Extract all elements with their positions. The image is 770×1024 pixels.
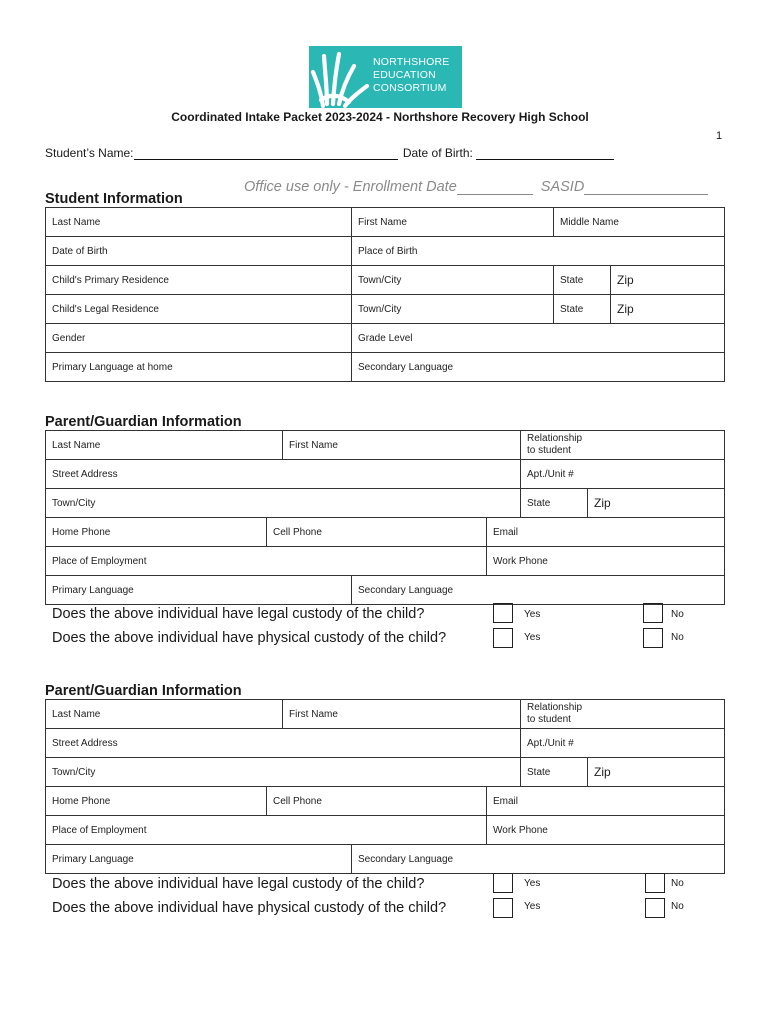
town-city-field[interactable]: Town/City (46, 758, 521, 786)
primary-language-field[interactable]: Primary Language (46, 576, 352, 604)
apt-unit-field[interactable]: Apt./Unit # (521, 460, 725, 488)
street-address-field[interactable]: Street Address (46, 460, 521, 488)
table-row (46, 489, 725, 518)
physical-custody-question: Does the above individual have physical custody of the child? (52, 630, 447, 646)
table-row (46, 208, 725, 237)
table-row (46, 353, 725, 382)
work-phone-field[interactable]: Work Phone (487, 816, 725, 844)
legal-custody-no-checkbox[interactable] (645, 873, 665, 893)
physical-custody-no-checkbox[interactable] (643, 628, 663, 648)
dob-label: Date of Birth (402, 146, 470, 160)
yes-label: Yes (524, 901, 541, 912)
apt-unit-field[interactable]: Apt./Unit # (521, 729, 725, 757)
zip-field[interactable] (611, 266, 725, 294)
town-city-field[interactable]: Town/City (46, 489, 521, 517)
physical-custody-question: Does the above individual have physical custody of the child? (52, 900, 447, 916)
student-name-line: Student’s Name: Date of Birth: (45, 146, 614, 160)
page-number: 1 (716, 130, 723, 142)
legal-residence-field[interactable]: Child's Legal Residence (46, 295, 352, 323)
employment-field[interactable]: Place of Employment (46, 816, 487, 844)
table-row (46, 295, 725, 324)
sasid-label: SASID (540, 179, 585, 195)
relationship-field[interactable]: Relationship to student (521, 700, 725, 728)
no-label: No (671, 632, 684, 643)
table-row (46, 816, 725, 845)
first-name-field[interactable]: First Name (283, 700, 521, 728)
state-field[interactable]: State (554, 266, 611, 294)
student-name-label: Student’s Name: (45, 146, 134, 160)
student-info-table (45, 207, 725, 382)
street-address-field[interactable]: Street Address (46, 729, 521, 757)
relationship-field[interactable]: Relationship to student (521, 431, 725, 459)
secondary-language-field[interactable]: Secondary Language (352, 353, 725, 381)
last-name-field[interactable]: Last Name (46, 700, 283, 728)
table-row (46, 787, 725, 816)
primary-residence-field[interactable]: Child's Primary Residence (46, 266, 352, 294)
first-name-field[interactable]: First Name (283, 431, 521, 459)
last-name-field[interactable]: Last Name (46, 431, 283, 459)
secondary-language-field[interactable]: Secondary Language (352, 845, 725, 873)
date-of-birth-field[interactable]: Date of Birth (46, 237, 352, 265)
state-field[interactable]: State (521, 758, 588, 786)
guardian-1-table (45, 430, 725, 605)
primary-language-field[interactable]: Primary Language at home (46, 353, 352, 381)
table-row (46, 518, 725, 547)
logo-line-3: CONSORTIUM (373, 82, 447, 94)
gender-field[interactable]: Gender (46, 324, 352, 352)
home-phone-field[interactable]: Home Phone (46, 787, 267, 815)
enrollment-date-field[interactable] (457, 180, 533, 195)
guardian-2-table (45, 699, 725, 874)
zip-field[interactable] (588, 758, 725, 786)
table-row (46, 576, 725, 605)
table-row (46, 729, 725, 758)
cell-phone-field[interactable]: Cell Phone (267, 787, 487, 815)
last-name-field[interactable]: Last Name (46, 208, 352, 236)
table-row (46, 237, 725, 266)
zip-field[interactable] (611, 295, 725, 323)
enrollment-date-label: Office use only - Enrollment Date (244, 179, 457, 195)
logo-line-2: EDUCATION (373, 69, 436, 81)
legal-custody-question: Does the above individual have legal custody of the child? (52, 876, 425, 892)
document-title: Coordinated Intake Packet 2023-2024 - Northshore Recovery High School (171, 110, 589, 124)
yes-label: Yes (524, 609, 541, 620)
state-field[interactable]: State (554, 295, 611, 323)
physical-custody-yes-checkbox[interactable] (493, 628, 513, 648)
zip-label: Zip (594, 496, 611, 510)
table-row (46, 324, 725, 353)
town-city-field[interactable]: Town/City (352, 295, 554, 323)
yes-label: Yes (524, 632, 541, 643)
email-field[interactable]: Email (487, 787, 725, 815)
yes-label: Yes (524, 878, 541, 889)
grade-level-field[interactable]: Grade Level (352, 324, 725, 352)
consortium-logo (309, 46, 462, 108)
table-row (46, 431, 725, 460)
dob-field[interactable] (476, 146, 614, 160)
first-name-field[interactable]: First Name (352, 208, 554, 236)
primary-language-field[interactable]: Primary Language (46, 845, 352, 873)
physical-custody-no-checkbox[interactable] (645, 898, 665, 918)
guardian-2-heading: Parent/Guardian Information (45, 683, 242, 699)
zip-field[interactable] (588, 489, 725, 517)
zip-label: Zip (617, 273, 634, 287)
table-row (46, 266, 725, 295)
place-of-birth-field[interactable]: Place of Birth (352, 237, 725, 265)
middle-name-field[interactable]: Middle Name (554, 208, 725, 236)
secondary-language-field[interactable]: Secondary Language (352, 576, 725, 604)
legal-custody-no-checkbox[interactable] (643, 603, 663, 623)
sasid-field[interactable] (584, 180, 708, 195)
state-field[interactable]: State (521, 489, 588, 517)
zip-label: Zip (594, 765, 611, 779)
legal-custody-yes-checkbox[interactable] (493, 873, 513, 893)
hand-print-icon (309, 46, 373, 108)
table-row (46, 845, 725, 874)
zip-label: Zip (617, 302, 634, 316)
no-label: No (671, 901, 684, 912)
email-field[interactable]: Email (487, 518, 725, 546)
physical-custody-yes-checkbox[interactable] (493, 898, 513, 918)
legal-custody-question: Does the above individual have legal custody of the child? (52, 606, 425, 622)
student-info-heading: Student Information (45, 191, 183, 207)
no-label: No (671, 609, 684, 620)
table-row (46, 700, 725, 729)
table-row (46, 758, 725, 787)
table-row (46, 547, 725, 576)
work-phone-field[interactable]: Work Phone (487, 547, 725, 575)
student-name-field[interactable] (134, 146, 398, 160)
logo-line-1: NORTHSHORE (373, 56, 450, 68)
legal-custody-yes-checkbox[interactable] (493, 603, 513, 623)
home-phone-field[interactable]: Home Phone (46, 518, 267, 546)
cell-phone-field[interactable]: Cell Phone (267, 518, 487, 546)
table-row (46, 460, 725, 489)
town-city-field[interactable]: Town/City (352, 266, 554, 294)
guardian-1-heading: Parent/Guardian Information (45, 414, 242, 430)
employment-field[interactable]: Place of Employment (46, 547, 487, 575)
office-use-line (244, 179, 708, 195)
no-label: No (671, 878, 684, 889)
